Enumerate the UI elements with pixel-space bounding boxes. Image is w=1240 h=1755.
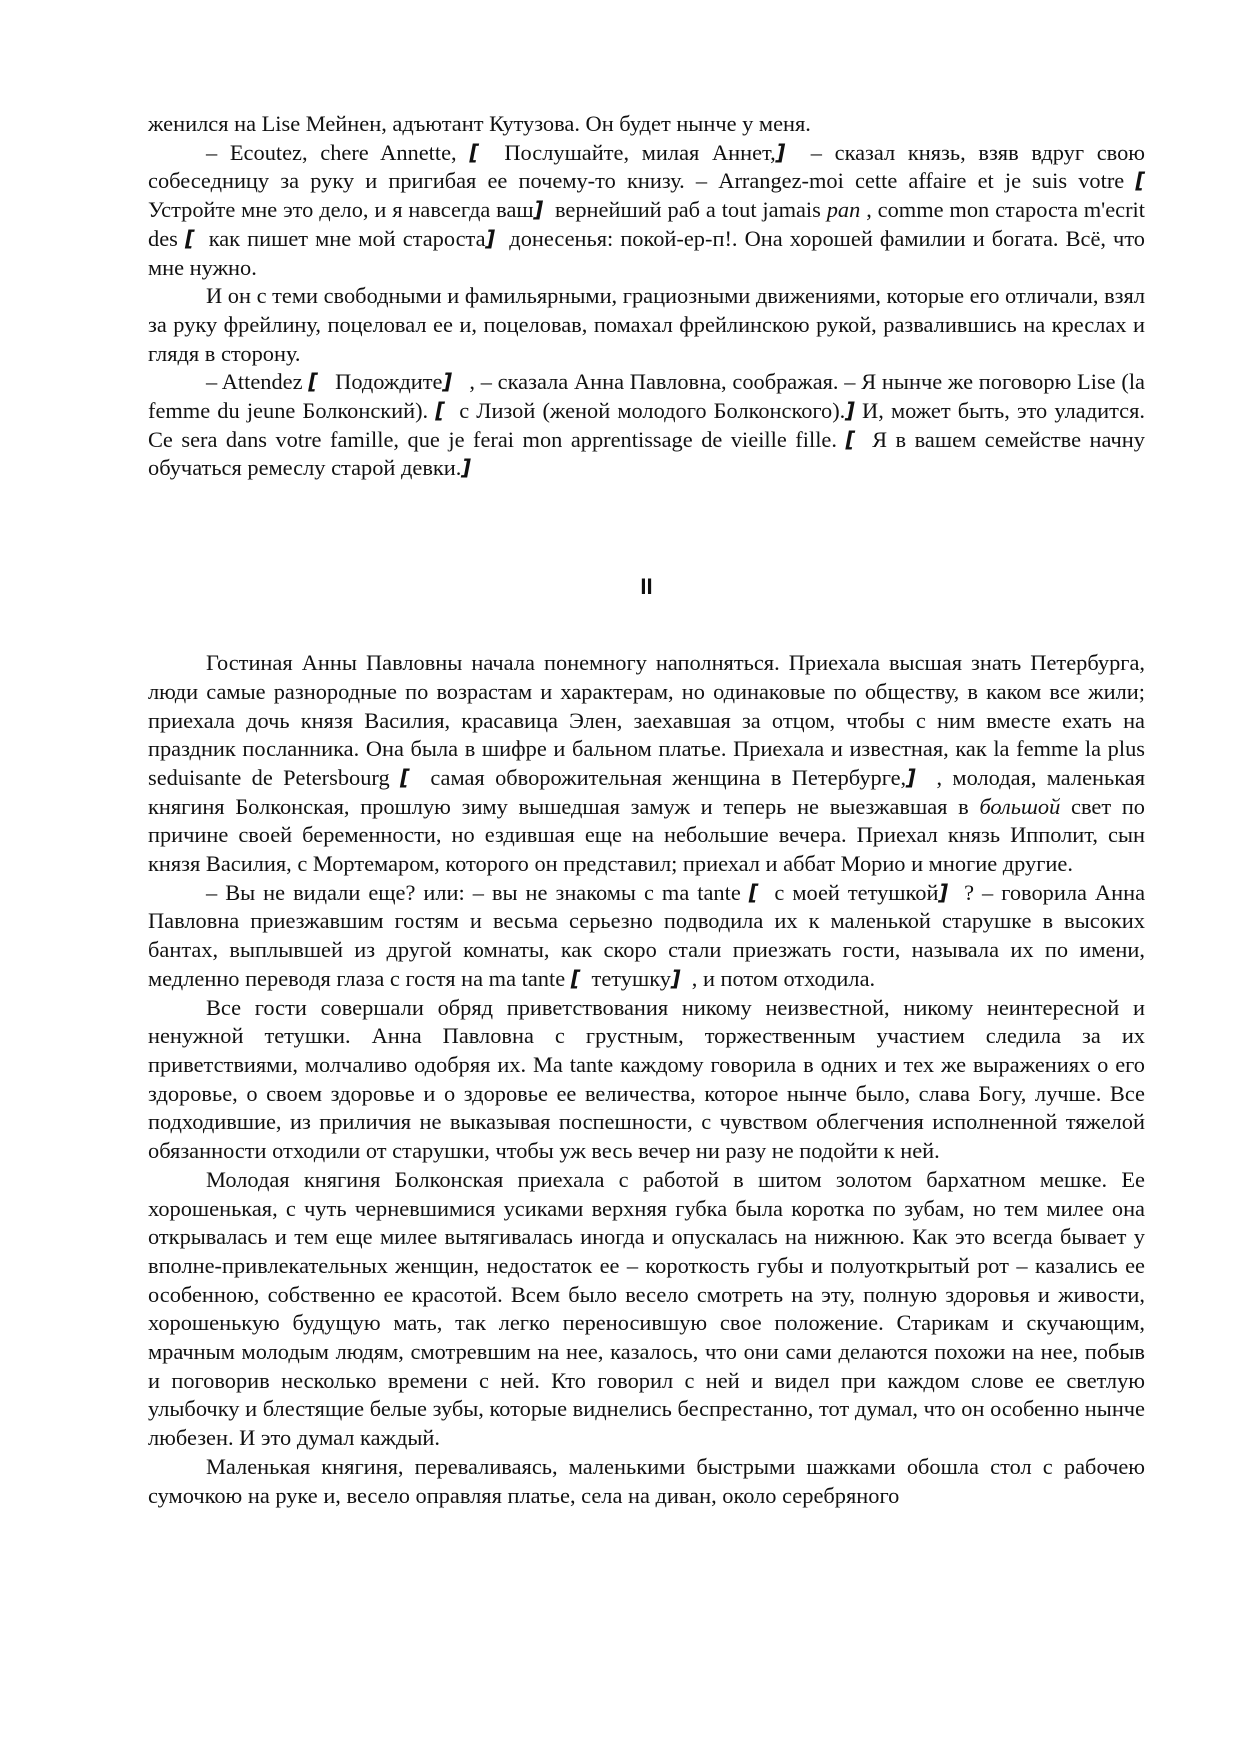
paragraph [148, 879, 1151, 994]
text-run: Гостиная Анны Павловны начала понемногу наполняться. Приехала высшая знать Петербурга, люди самые разнородные по возрастам и характерам, но одинаковые по обществу, в каком все жили; приехала дочь князя Василия, красавица Элен, заехавшая за отцом, чтобы с ним вместе ехать на праздник посланника. Она была в шифре и бальном платье. Приехала и известная, как la femme la plus seduisante de Petersbourg [148, 650, 1151, 790]
translation-bracket: ] [670, 966, 681, 991]
translation-bracket: ] [845, 399, 855, 424]
text-run: – сказал князь, взяв вдруг свою собеседницу за руку и пригибая ее почему-то книзу. – Arrangez-moi cette affaire et je suis votre [148, 139, 1151, 194]
text-run: – Attendez [206, 369, 309, 395]
translation-bracket: ] [461, 456, 471, 481]
translation-bracket: ] [485, 226, 496, 251]
paragraph [148, 139, 1157, 283]
text-run: , comme mon староста m'ecrit des [148, 197, 1151, 251]
book-page [148, 110, 1157, 1510]
translation-bracket: ] [442, 370, 453, 395]
translation-bracket: [ [570, 966, 581, 991]
text-run: , молодая, маленькая княгиня Болконская, прошлую зиму вышедшая замуж и теперь не выезжавшая в [148, 764, 1151, 819]
text-run: ? – говорила Анна Павловна приезжавшим гостям и весьма серьезно подводила их к маленькой старушке в высоких бантах, выплывшей из другой комнаты, как скоро стали приезжать гости, называла их по имени, медленно переводя глаза с гостя на ma tante [148, 879, 1151, 991]
paragraph [148, 1453, 1151, 1510]
text-run: Послушайте, милая Аннет, [478, 139, 776, 165]
paragraph [148, 994, 1151, 1166]
paragraph [148, 649, 1151, 879]
text-run: , – сказала Анна Павловна, соображая. – Я нынче же поговорю Lise (la femme du jeune Болконский). [148, 369, 1151, 424]
text-block-before-chapter [148, 110, 1157, 483]
chapter-heading: II [640, 574, 653, 600]
paragraph [148, 110, 1145, 139]
paragraph [148, 282, 1151, 368]
translation-bracket: [ [748, 880, 759, 905]
text-run: женился на Lise Мейнен, адъютант Кутузова. Он будет нынче у меня. [148, 111, 811, 136]
text-run: как пишет мне мой староста [194, 225, 486, 251]
text-run: , и потом отходила. [680, 965, 876, 991]
text-run: свет по причине своей беременности, но ездившая еще на небольшие вечера. Приехал князь Ипполит, сын князя Василия, с Мортемаром, которого он представил; приехал и аббат Морио и многие другие. [148, 793, 1151, 877]
text-run: с моей тетушкой [758, 879, 939, 905]
text-run: самая обворожительная женщина в Петербурге, [409, 764, 907, 790]
text-run: Все гости совершали обряд приветствования никому неизвестной, никому неинтересной и ненужной тетушки. Анна Павловна с грустным, торжественным участием следила за их приветствиями, молчаливо одобряя их. Ma tante каждому говорила в одних и тех же выражениях о его здоровье, о своем здоровье и о здоровье ее величества, которое нынче было, слава Богу, лучше. Все подходившие, из приличия не выказывая поспешности, с чувством облегчения исполненной тяжелой обязанности отходили от старушки, чтобы уж весь вечер ни разу не подойти к ней. [148, 994, 1151, 1164]
translation-bracket: [ [400, 765, 410, 790]
text-run: И, может быть, это уладится. Ce sera dans votre famille, que je ferai mon apprentissage de vieille fille. [148, 398, 1151, 452]
translation-bracket: [ [1135, 169, 1145, 194]
translation-bracket: [ [184, 226, 195, 251]
paragraph [148, 1166, 1151, 1453]
text-run: Устройте мне это дело, и я навсегда ваш [148, 168, 1157, 223]
italic-text-run: большой [979, 793, 1061, 819]
italic-text-run: pan [826, 197, 861, 223]
text-run: Я в вашем семействе начну обучаться ремеслу старой девки. [148, 426, 1151, 481]
translation-bracket: ] [938, 880, 949, 905]
text-run: Маленькая княгиня, переваливаясь, маленькими быстрыми шажками обошла стол с рабочею сумочкою на руке и, весело оправляя платье, села на диван, около серебряного [148, 1453, 1151, 1508]
translation-bracket: ] [775, 140, 786, 165]
text-run: И он с теми свободными и фамильярными, грациозными движениями, которые его отличали, взял за руку фрейлину, поцеловал ее и, поцеловав, помахал фрейлинскою рукой, развалившись на креслах и глядя в сторону. [148, 283, 1151, 366]
text-run: – Вы не видали еще? или: – вы не знакомы с ma tante [206, 879, 749, 905]
text-run: с Лизой (женой молодого Болконского). [444, 398, 846, 424]
text-run: Молодая княгиня Болконская приехала с работой в шитом золотом бархатном мешке. Ее хорошенькая, с чуть черневшимися усиками верхняя губка была коротка по зубам, но тем милее она открывалась и тем еще милее вытягивалась иногда и опускалась на нижнюю. Как это всегда бывает у вполне-привлекательных женщин, недостаток ее – короткость губы и полуоткрытый рот – казались ее особенною, собственно ее красотой. Всем было весело смотреть на эту, полную здоровья и живости, хорошенькую будущую мать, так легко переносившую свое положение. Старикам и скучающим, мрачным молодым людям, смотревшим на нее, казалось, что они сами делаются похожи на нее, побыв и поговорив несколько времени с ней. Кто говорил с ней и видел при каждом слове ее светлую улыбочку и блестящие белые зубы, которые виднелись беспрестанно, тот думал, что он особенно нынче любезен. И это думал каждый. [148, 1166, 1151, 1451]
translation-bracket: [ [469, 140, 479, 165]
text-run: – Ecoutez, chere Annette, [206, 139, 470, 165]
translation-bracket: [ [308, 370, 318, 395]
paragraph [148, 368, 1151, 483]
translation-bracket: ] [906, 765, 916, 790]
translation-bracket: ] [533, 198, 544, 223]
text-run: тетушку [580, 965, 671, 991]
text-run: вернейший раб a tout jamais [543, 197, 827, 223]
translation-bracket: [ [435, 399, 445, 424]
text-block-chapter-body [148, 649, 1151, 1510]
translation-bracket: [ [845, 427, 856, 452]
text-run: Подождите [317, 369, 443, 395]
text-run: донесенья: покой-ер-п!. Она хорошей фамилии и богата. Всё, что мне нужно. [148, 225, 1151, 280]
